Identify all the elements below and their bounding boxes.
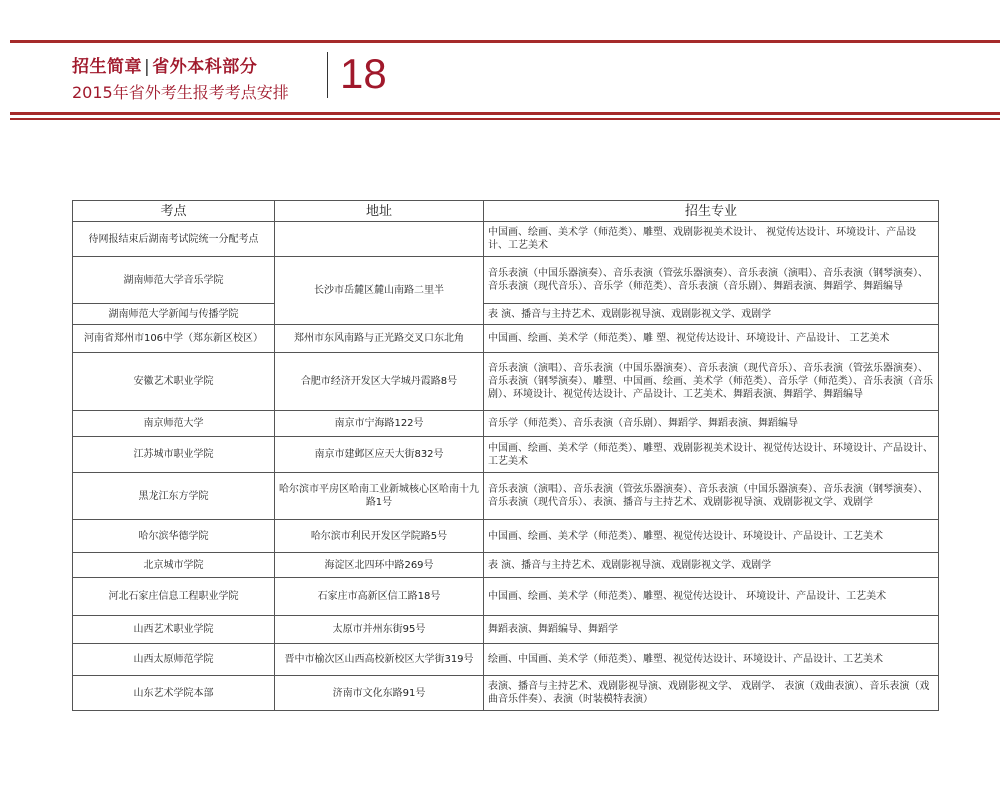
table-row	[73, 644, 939, 676]
table-row	[73, 553, 939, 578]
site-cell: 黑龙江东方学院	[73, 473, 275, 520]
address-cell: 合肥市经济开发区大学城丹霞路8号	[275, 353, 484, 411]
table-row	[73, 304, 939, 325]
majors-cell: 中国画、绘画、美术学（师范类）、雕 塑、视觉传达设计、环境设计、产品设计、 工艺美术	[484, 325, 939, 353]
site-cell: 江苏城市职业学院	[73, 437, 275, 473]
majors-cell: 中国画、绘画、美术学（师范类）、雕塑、视觉传达设计、 环境设计、产品设计、工艺美术	[484, 578, 939, 616]
address-cell: 晋中市榆次区山西高校新校区大学街319号	[275, 644, 484, 676]
majors-cell: 音乐表演（中国乐器演奏）、音乐表演（管弦乐器演奏）、音乐表演（演唱）、音乐表演（钢琴演奏）、音乐表演（现代音乐）、音乐学（师范类）、音乐表演（音乐剧）、舞蹈表演、舞蹈学、舞蹈编导	[484, 257, 939, 304]
site-cell: 山东艺术学院本部	[73, 676, 275, 711]
address-cell: 哈尔滨市平房区哈南工业新城核心区哈南十九路1号	[275, 473, 484, 520]
majors-cell: 音乐表演（演唱）、音乐表演（中国乐器演奏）、音乐表演（现代音乐）、音乐表演（管弦乐器演奏）、音乐表演（钢琴演奏）、雕塑、中国画、绘画、美术学（师范类）、音乐学（师范类）、音乐表演（音乐剧）、环境设计、视觉传达设计、产品设计、工艺美术、舞蹈表演、舞蹈学、舞蹈编导	[484, 353, 939, 411]
table-row	[73, 257, 939, 304]
majors-cell: 表 演、播音与主持艺术、戏剧影视导演、戏剧影视文学、戏剧学	[484, 304, 939, 325]
column-header-site: 考点	[73, 201, 275, 222]
header-top-rule	[10, 40, 1000, 43]
address-cell: 南京市宁海路122号	[275, 411, 484, 437]
address-cell: 哈尔滨市利民开发区学院路5号	[275, 520, 484, 553]
site-cell: 哈尔滨华德学院	[73, 520, 275, 553]
address-cell: 南京市建邺区应天大街832号	[275, 437, 484, 473]
table-row	[73, 676, 939, 711]
table-header-row	[73, 201, 939, 222]
column-header-address: 地址	[275, 201, 484, 222]
majors-cell: 表 演、播音与主持艺术、戏剧影视导演、戏剧影视文学、戏剧学	[484, 553, 939, 578]
address-cell: 太原市并州东街95号	[275, 616, 484, 644]
address-cell: 济南市文化东路91号	[275, 676, 484, 711]
address-cell: 长沙市岳麓区麓山南路二里半	[275, 257, 484, 325]
address-cell: 石家庄市高新区信工路18号	[275, 578, 484, 616]
majors-cell: 音乐学（师范类）、音乐表演（音乐剧）、舞蹈学、舞蹈表演、舞蹈编导	[484, 411, 939, 437]
header-title-section: 省外本科部分	[152, 57, 258, 77]
majors-cell: 绘画、中国画、美术学（师范类）、雕塑、视觉传达设计、环境设计、产品设计、工艺美术	[484, 644, 939, 676]
majors-cell: 舞蹈表演、舞蹈编导、舞蹈学	[484, 616, 939, 644]
address-cell: 海淀区北四环中路269号	[275, 553, 484, 578]
table-row	[73, 578, 939, 616]
header-bottom-rule-thin	[10, 118, 1000, 120]
address-cell	[275, 222, 484, 257]
site-cell: 河南省郑州市106中学（郑东新区校区）	[73, 325, 275, 353]
site-cell: 南京师范大学	[73, 411, 275, 437]
header-title-separator: |	[144, 57, 151, 77]
site-cell: 湖南师范大学音乐学院	[73, 257, 275, 304]
page-number: 18	[340, 50, 387, 97]
header-divider	[327, 52, 328, 98]
address-cell: 郑州市东风南路与正光路交叉口东北角	[275, 325, 484, 353]
majors-cell: 表演、播音与主持艺术、戏剧影视导演、戏剧影视文学、 戏剧学、 表演（戏曲表演）、音乐表演（戏曲音乐伴奏）、表演（时装模特表演）	[484, 676, 939, 711]
header-title-main: 招生简章	[72, 57, 142, 77]
site-cell: 湖南师范大学新闻与传播学院	[73, 304, 275, 325]
exam-site-table	[72, 200, 939, 711]
header-subtitle: 2015年省外考生报考考点安排	[72, 83, 289, 102]
site-cell: 待网报结束后湖南考试院统一分配考点	[73, 222, 275, 257]
site-cell: 河北石家庄信息工程职业学院	[73, 578, 275, 616]
header-bottom-rule	[10, 112, 1000, 115]
table-row	[73, 473, 939, 520]
table-row	[73, 616, 939, 644]
table-row	[73, 411, 939, 437]
table-row	[73, 353, 939, 411]
site-cell: 安徽艺术职业学院	[73, 353, 275, 411]
majors-cell: 中国画、绘画、美术学（师范类）、雕塑、视觉传达设计、环境设计、产品设计、工艺美术	[484, 520, 939, 553]
majors-cell: 音乐表演（演唱）、音乐表演（管弦乐器演奏）、音乐表演（中国乐器演奏）、音乐表演（钢琴演奏）、音乐表演（现代音乐）、表演、播音与主持艺术、戏剧影视导演、戏剧影视文学、戏剧学	[484, 473, 939, 520]
column-header-majors: 招生专业	[484, 201, 939, 222]
majors-cell: 中国画、绘画、美术学（师范类）、雕塑、戏剧影视美术设计、视觉传达设计、环境设计、产品设计、工艺美术	[484, 437, 939, 473]
majors-cell: 中国画、绘画、美术学（师范类）、雕塑、戏剧影视美术设计、 视觉传达设计、环境设计、产品设计、工艺美术	[484, 222, 939, 257]
table-row	[73, 437, 939, 473]
site-cell: 北京城市学院	[73, 553, 275, 578]
site-cell: 山西太原师范学院	[73, 644, 275, 676]
table-row	[73, 325, 939, 353]
table-row	[73, 520, 939, 553]
table-row	[73, 222, 939, 257]
site-cell: 山西艺术职业学院	[73, 616, 275, 644]
header-title	[72, 52, 257, 77]
